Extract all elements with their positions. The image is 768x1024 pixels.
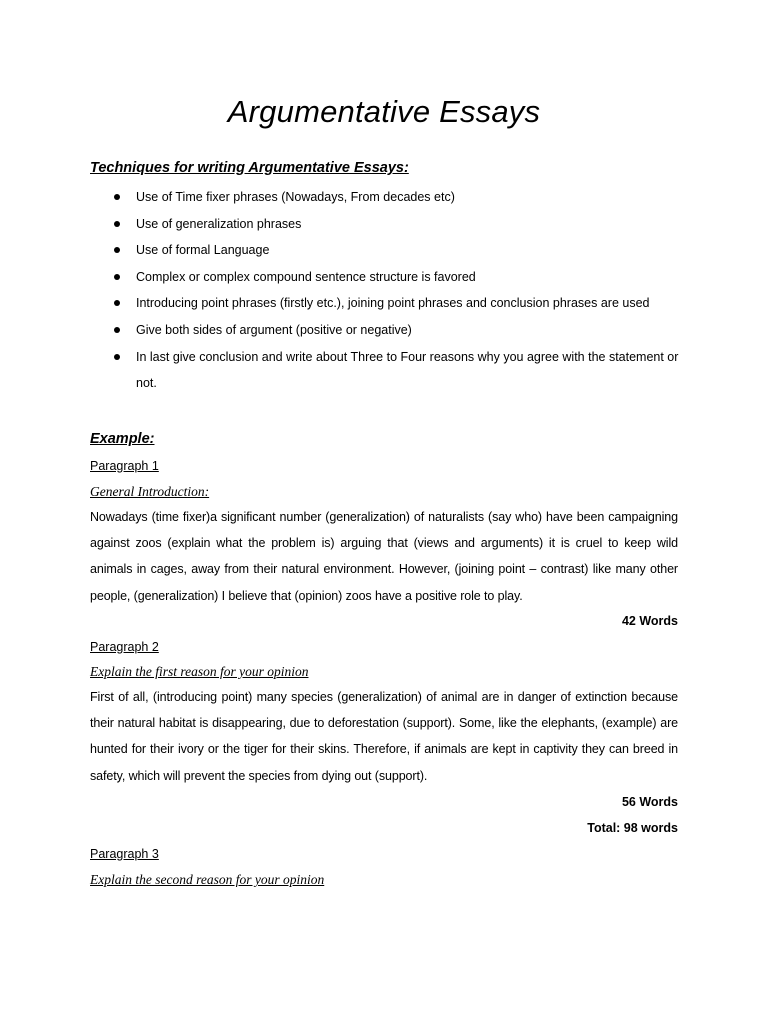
paragraph-3-subtitle: Explain the second reason for your opinion — [90, 872, 325, 887]
paragraph-2-label: Paragraph 2 — [90, 640, 159, 654]
list-item: Introducing point phrases (firstly etc.), joining point phrases and conclusion phrases are used — [90, 290, 690, 317]
paragraph-2-subtitle: Explain the first reason for your opinion — [90, 664, 309, 679]
bullet-icon — [114, 221, 120, 227]
page-title: Argumentative Essays — [227, 94, 541, 129]
paragraph-1-word-count: 42 Words — [621, 614, 678, 628]
list-item: In last give conclusion and write about Three to Four reasons why you agree with the statement or not. — [90, 344, 690, 397]
techniques-list — [90, 184, 690, 397]
bullet-icon — [114, 327, 120, 333]
bullet-icon — [114, 274, 120, 280]
techniques-heading: Techniques for writing Argumentative Essays: — [90, 160, 409, 176]
list-item: Use of Time fixer phrases (Nowadays, From decades etc) — [90, 184, 690, 211]
example-heading: Example: — [90, 431, 155, 447]
paragraph-1-subtitle: General Introduction: — [90, 484, 210, 499]
bullet-icon — [114, 247, 120, 253]
paragraph-2-text: First of all, (introducing point) many species (generalization) of animal are in danger of extinction because their natural habitat is disappearing, due to deforestation (support). Some, like the elephants, (example) are hunted for their ivory or the tiger for their skins. Therefore, if animals are kept in captivity they can breed in safety, which will prevent the species from dying out (support). — [90, 690, 678, 783]
total-word-count: Total: 98 words — [587, 821, 678, 835]
bullet-icon — [114, 354, 120, 360]
list-item: Give both sides of argument (positive or negative) — [90, 317, 690, 344]
list-item: Use of formal Language — [90, 237, 690, 264]
list-item: Complex or complex compound sentence structure is favored — [90, 264, 690, 291]
bullet-icon — [114, 300, 120, 306]
paragraph-2-word-count: 56 Words — [621, 795, 678, 809]
paragraph-1-label: Paragraph 1 — [90, 459, 159, 473]
list-item: Use of generalization phrases — [90, 211, 690, 238]
paragraph-1-text: Nowadays (time fixer)a significant number (generalization) of naturalists (say who) have been campaigning against zoos (explain what the problem is) arguing that (views and arguments) it is cruel to keep wild animals in cages, away from their natural environment. However, (joining point – contrast) like many other people, (generalization) I believe that (opinion) zoos have a positive role to play. — [90, 510, 678, 603]
bullet-icon — [114, 194, 120, 200]
paragraph-3-label: Paragraph 3 — [90, 847, 159, 861]
